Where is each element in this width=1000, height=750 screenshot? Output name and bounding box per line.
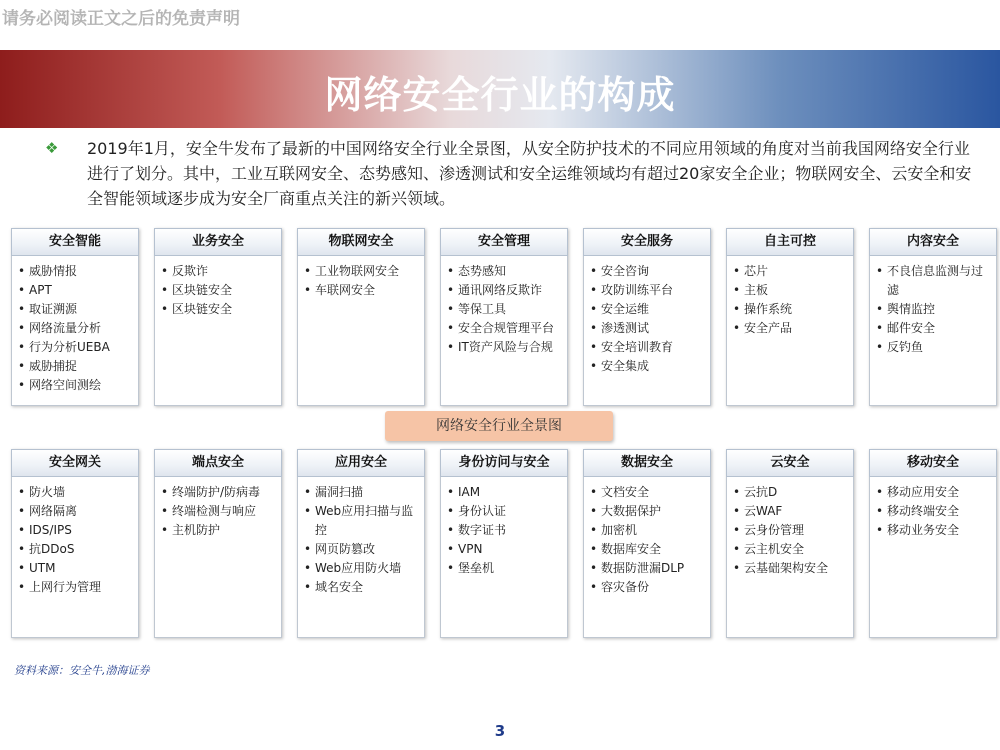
category-item: • 工业物联网安全 — [304, 262, 420, 281]
category-item: • 安全咨询 — [590, 262, 706, 281]
category-item: • 攻防训练平台 — [590, 281, 706, 300]
category-item: • 云身份管理 — [733, 521, 849, 540]
category-items — [298, 477, 424, 601]
category-item: • 通讯网络反欺诈 — [447, 281, 563, 300]
page-number: 3 — [494, 722, 506, 740]
page-title: 网络安全行业的构成 — [324, 73, 676, 117]
disclaimer-text: 请务必阅读正文之后的免责声明 — [2, 9, 240, 29]
category-item: • 网络空间测绘 — [18, 376, 134, 395]
category-title: 端点安全 — [154, 449, 282, 477]
center-label: 网络安全行业全景图 — [385, 411, 613, 441]
category-item: • Web应用防火墙 — [304, 559, 420, 578]
category-item: • IAM — [447, 483, 563, 502]
category-title: 应用安全 — [297, 449, 425, 477]
category-box — [11, 228, 139, 406]
category-box — [440, 449, 568, 638]
category-item: • 数据库安全 — [590, 540, 706, 559]
category-item: • 等保工具 — [447, 300, 563, 319]
category-item: • UTM — [18, 559, 134, 578]
category-title: 安全服务 — [583, 228, 711, 256]
category-item: • 终端检测与响应 — [161, 502, 277, 521]
category-items — [441, 477, 567, 582]
category-title: 安全网关 — [11, 449, 139, 477]
category-title: 安全智能 — [11, 228, 139, 256]
category-item: • 云WAF — [733, 502, 849, 521]
category-items — [155, 477, 281, 544]
category-item: • 移动业务安全 — [876, 521, 992, 540]
category-item: • 区块链安全 — [161, 281, 277, 300]
category-item: • 域名安全 — [304, 578, 420, 597]
title-banner — [0, 50, 1000, 128]
category-title: 安全管理 — [440, 228, 568, 256]
category-item: • 云抗D — [733, 483, 849, 502]
category-title: 内容安全 — [869, 228, 997, 256]
category-item: • 身份认证 — [447, 502, 563, 521]
category-item: • 操作系统 — [733, 300, 849, 319]
category-box — [726, 449, 854, 638]
source-note: 资料来源：安全牛,渤海证券 — [14, 664, 150, 677]
category-item: • 邮件安全 — [876, 319, 992, 338]
category-items — [727, 477, 853, 582]
category-item: • 不良信息监测与过滤 — [876, 262, 992, 300]
category-item: • 云主机安全 — [733, 540, 849, 559]
category-item: • VPN — [447, 540, 563, 559]
category-item: • IDS/IPS — [18, 521, 134, 540]
category-items — [441, 256, 567, 361]
category-items — [12, 477, 138, 601]
category-item: • 加密机 — [590, 521, 706, 540]
intro-paragraph — [45, 136, 975, 211]
category-item: • 网页防篡改 — [304, 540, 420, 559]
category-item: • 安全运维 — [590, 300, 706, 319]
category-item: • 主机防护 — [161, 521, 277, 540]
category-item: • 堡垒机 — [447, 559, 563, 578]
category-items — [584, 477, 710, 601]
category-item: • 抗DDoS — [18, 540, 134, 559]
category-box — [440, 228, 568, 406]
category-box — [154, 449, 282, 638]
category-item: • 移动终端安全 — [876, 502, 992, 521]
category-items — [12, 256, 138, 399]
category-item: • 行为分析UEBA — [18, 338, 134, 357]
category-box — [297, 449, 425, 638]
category-item: • 文档安全 — [590, 483, 706, 502]
category-items — [870, 256, 996, 361]
category-items — [727, 256, 853, 342]
category-item: • 渗透测试 — [590, 319, 706, 338]
intro-text: 2019年1月，安全牛发布了最新的中国网络安全行业全景图，从安全防护技术的不同应用领域的角度对当前我国网络安全行业进行了划分。其中，工业互联网安全、态势感知、渗透测试和安全运维领域均有超过20家安全企业；物联网安全、云安全和安全智能领域逐步成为安全厂商重点关注的新兴领域。 — [87, 139, 972, 208]
category-items — [870, 477, 996, 544]
category-item: • 防火墙 — [18, 483, 134, 502]
category-item: • 主板 — [733, 281, 849, 300]
category-item: • 取证溯源 — [18, 300, 134, 319]
category-items — [155, 256, 281, 323]
category-item: • 安全合规管理平台 — [447, 319, 563, 338]
category-item: • 数据防泄漏DLP — [590, 559, 706, 578]
category-box — [726, 228, 854, 406]
diamond-clover-icon: ❖ — [45, 139, 59, 157]
category-box — [583, 228, 711, 406]
category-item: • 网络流量分析 — [18, 319, 134, 338]
category-box — [869, 228, 997, 406]
category-box — [583, 449, 711, 638]
category-title: 业务安全 — [154, 228, 282, 256]
category-item: • 威胁捕捉 — [18, 357, 134, 376]
category-item: • 车联网安全 — [304, 281, 420, 300]
category-item: • 安全集成 — [590, 357, 706, 376]
category-box — [297, 228, 425, 406]
category-item: • 终端防护/防病毒 — [161, 483, 277, 502]
category-item: • 威胁情报 — [18, 262, 134, 281]
category-item: • 反欺诈 — [161, 262, 277, 281]
category-item: • 移动应用安全 — [876, 483, 992, 502]
category-box — [154, 228, 282, 406]
category-box — [11, 449, 139, 638]
category-item: • 上网行为管理 — [18, 578, 134, 597]
category-item: • 大数据保护 — [590, 502, 706, 521]
category-title: 身份访问与安全 — [440, 449, 568, 477]
category-item: • 容灾备份 — [590, 578, 706, 597]
category-item: • 芯片 — [733, 262, 849, 281]
category-item: • 反钓鱼 — [876, 338, 992, 357]
category-item: • 漏洞扫描 — [304, 483, 420, 502]
category-item: • 安全产品 — [733, 319, 849, 338]
category-item: • 数字证书 — [447, 521, 563, 540]
category-item: • 云基础架构安全 — [733, 559, 849, 578]
category-item: • 网络隔离 — [18, 502, 134, 521]
category-item: • 区块链安全 — [161, 300, 277, 319]
category-item: • APT — [18, 281, 134, 300]
category-item: • 舆情监控 — [876, 300, 992, 319]
category-title: 自主可控 — [726, 228, 854, 256]
category-title: 云安全 — [726, 449, 854, 477]
category-title: 物联网安全 — [297, 228, 425, 256]
category-title: 数据安全 — [583, 449, 711, 477]
category-item: • IT资产风险与合规 — [447, 338, 563, 357]
category-box — [869, 449, 997, 638]
category-item: • 态势感知 — [447, 262, 563, 281]
category-item: • Web应用扫描与监控 — [304, 502, 420, 540]
category-item: • 安全培训教育 — [590, 338, 706, 357]
category-title: 移动安全 — [869, 449, 997, 477]
category-items — [298, 256, 424, 304]
category-items — [584, 256, 710, 380]
